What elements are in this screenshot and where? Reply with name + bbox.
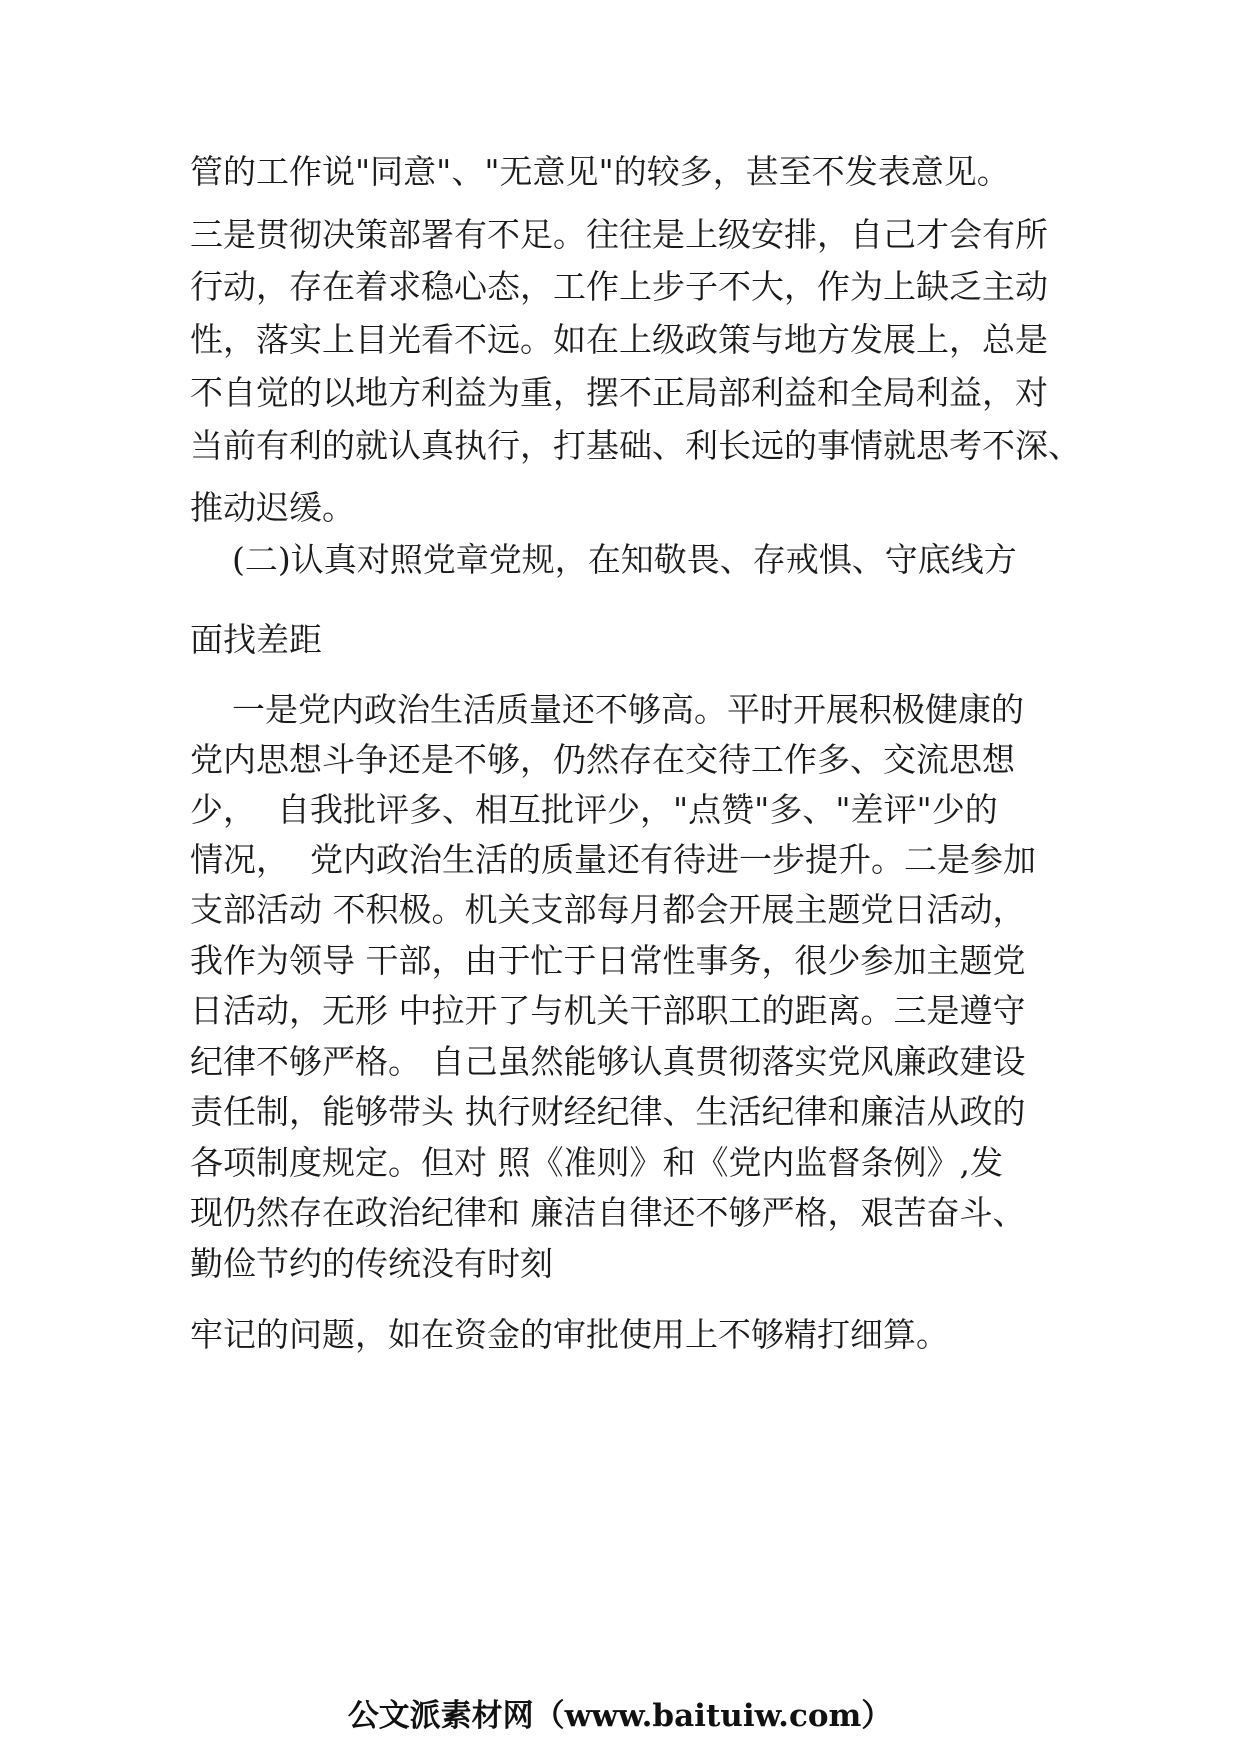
body-line: 情况， 党内政治生活的质量还有待进一步提升。二是参加 xyxy=(190,840,1036,879)
body-line: 推动迟缓。 xyxy=(190,488,355,527)
body-line: 各项制度规定。但对 照《准则》和《党内监督条例》,发 xyxy=(190,1143,1003,1182)
body-line: 勤俭节约的传统没有时刻 xyxy=(190,1244,553,1283)
body-line: 三是贯彻决策部署有不足。往往是上级安排，自己才会有所 xyxy=(190,215,1048,254)
section-heading-line: 面找差距 xyxy=(190,620,322,659)
body-line: 少， 自我批评多、相互批评少，"点赞"多、"差评"少的 xyxy=(190,790,998,829)
body-line: 不自觉的以地方利益为重，摆不正局部利益和全局利益，对 xyxy=(190,373,1048,412)
footer-watermark: 公文派素材网（www.baituiw.com） xyxy=(347,1698,893,1734)
body-line: 行动，存在着求稳心态，工作上步子不大，作为上缺乏主动 xyxy=(190,267,1048,306)
body-line: 支部活动 不积极。机关支部每月都会开展主题党日活动， xyxy=(190,890,1026,929)
body-line: 日活动，无形 中拉开了与机关干部职工的距离。三是遵守 xyxy=(190,991,1026,1030)
section-heading-line: (二)认真对照党章党规，在知敬畏、存戒惧、守底线方 xyxy=(190,540,1017,579)
body-line: 现仍然存在政治纪律和 廉洁自律还不够严格，艰苦奋斗、 xyxy=(190,1193,1026,1232)
body-line: 党内思想斗争还是不够，仍然存在交待工作多、交流思想 xyxy=(190,740,1015,779)
body-line: 性，落实上目光看不远。如在上级政策与地方发展上，总是 xyxy=(190,320,1048,359)
body-line: 我作为领导 干部，由于忙于日常性事务，很少参加主题党 xyxy=(190,941,1026,980)
body-line: 牢记的问题，如在资金的审批使用上不够精打细算。 xyxy=(190,1315,949,1354)
body-line: 当前有利的就认真执行，打基础、利长远的事情就思考不深、 xyxy=(190,426,1081,465)
body-line: 管的工作说"同意"、"无意见"的较多，甚至不发表意见。 xyxy=(190,152,1010,191)
body-line: 责任制，能够带头 执行财经纪律、生活纪律和廉洁从政的 xyxy=(190,1092,1026,1131)
body-line: 纪律不够严格。 自己虽然能够认真贯彻落实党风廉政建设 xyxy=(190,1042,1026,1081)
body-line: 一是党内政治生活质量还不够高。平时开展积极健康的 xyxy=(190,690,1024,729)
